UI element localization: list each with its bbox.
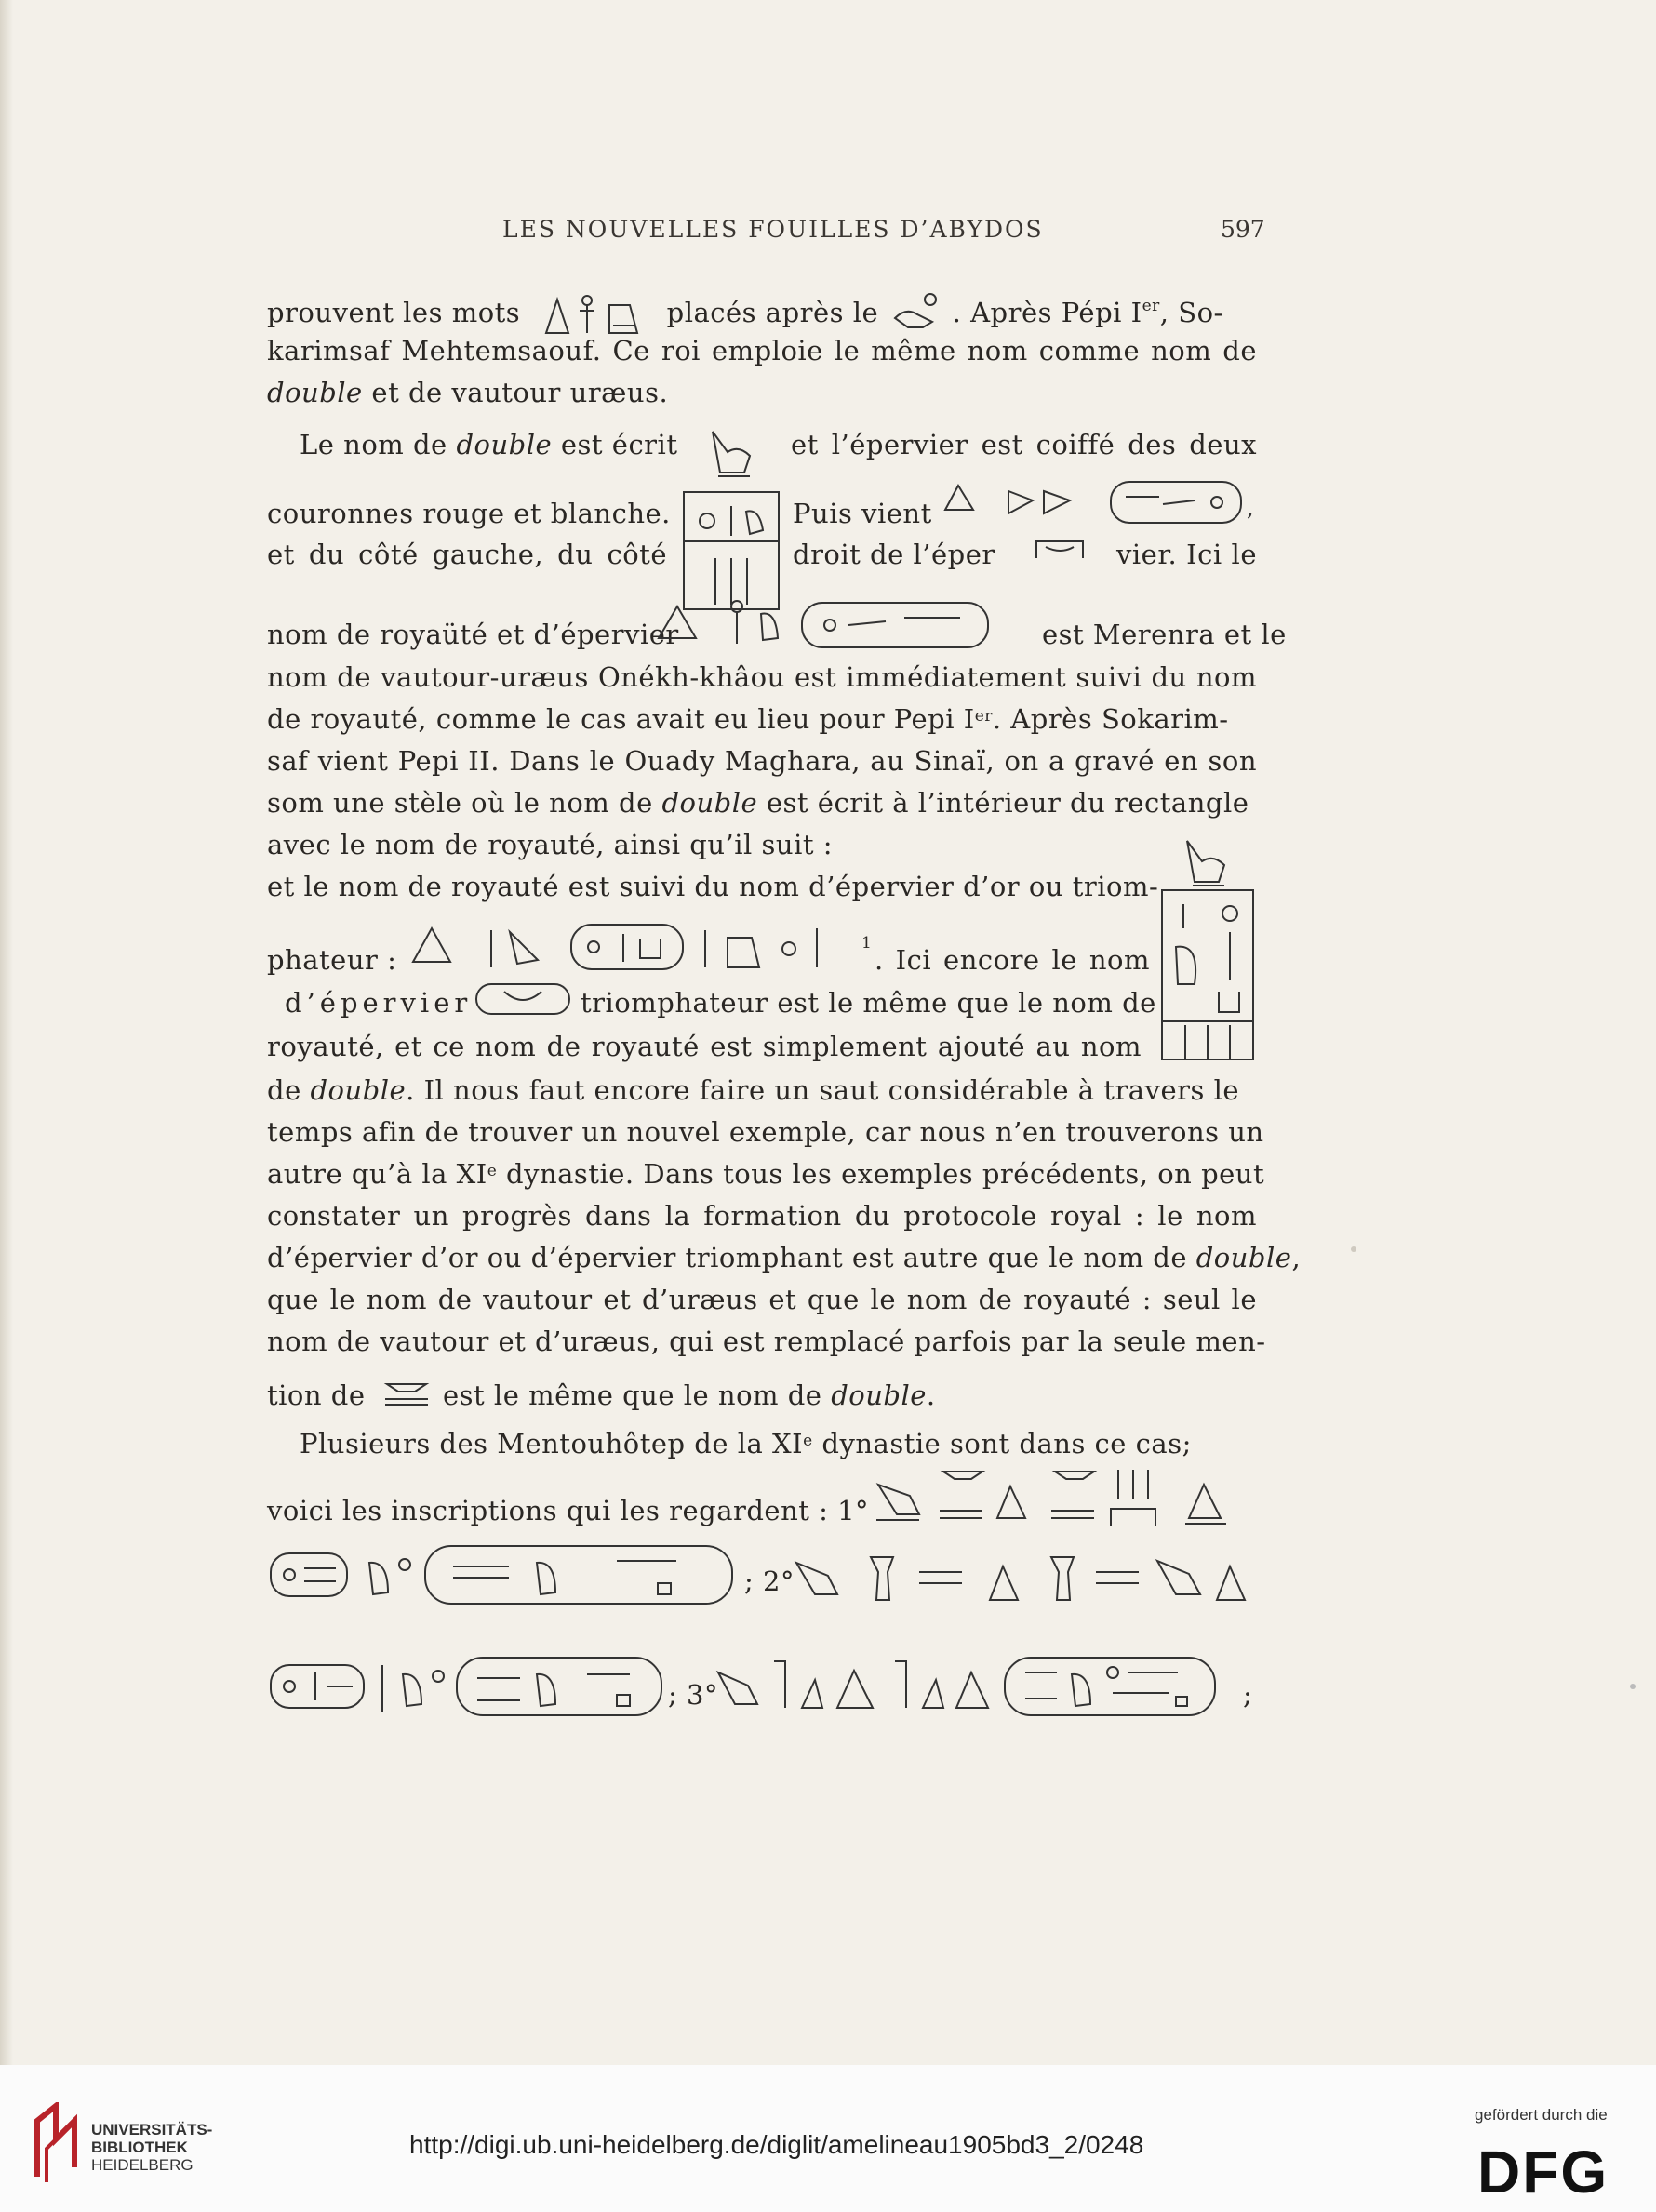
superscript: e [487, 1162, 498, 1180]
text-span: prouvent les mots [267, 297, 521, 328]
text-line: nom de vautour et d’uræus, qui est remplacé parfois par la seule men- [267, 1326, 1266, 1357]
library-line: UNIVERSITÄTS- [91, 2121, 213, 2139]
text-line: karimsaf Mehtemsaouf. Ce roi emploie le même nom comme nom de [267, 335, 1257, 366]
italic-span: double [661, 787, 758, 819]
text-span: d’épervier d’or ou d’épervier triomphant est autre que le nom de [267, 1242, 1196, 1273]
page-number: 597 [1221, 216, 1265, 243]
text-line: couronnes rouge et blanche. [267, 498, 671, 529]
text-span: est écrit [552, 429, 678, 460]
paper-speck [1351, 1246, 1356, 1252]
text-line: voici les inscriptions qui les regardent : 1° [267, 1495, 870, 1526]
funded-by-label: gefördert durch die [1475, 2106, 1608, 2124]
text-line: saf vient Pepi II. Dans le Ouady Maghara, au Sinaï, on a gravé en son [267, 745, 1257, 777]
dfg-logo: DFG [1477, 2139, 1609, 2205]
italic-span: double [831, 1379, 927, 1411]
hieroglyph-group-icon [542, 292, 645, 337]
text-span: . Après Sokarim- [992, 703, 1229, 735]
text-span: , [1291, 1242, 1302, 1273]
paper-speck [1630, 1684, 1636, 1689]
text-line: temps afin de trouver un nouvel exemple, car nous n’en trouverons un [267, 1116, 1264, 1148]
text-line: ; 3° [668, 1679, 718, 1711]
text-line: ; 2° [744, 1566, 795, 1597]
italic-span: double [1195, 1242, 1292, 1273]
text-span: de royauté, comme le cas avait eu lieu pour Pepi I [267, 703, 975, 735]
hieroglyph-cartouche-icon [653, 592, 1007, 653]
text-line: tion de [267, 1379, 366, 1411]
hieroglyph-cartouche-icon [267, 1652, 676, 1719]
text-span: dynastie. Dans tous les exemples précédents, on peut [497, 1158, 1265, 1190]
text-span: Le nom de [300, 429, 457, 460]
text-span: som une stèle où le nom de [267, 787, 662, 819]
hieroglyph-cartouche-icon [407, 912, 863, 977]
hieroglyph-cartouche-icon [940, 473, 1256, 528]
hieroglyph-group-icon [791, 1544, 1256, 1609]
text-line: avec le nom de royauté, ainsi qu’il suit : [267, 829, 833, 860]
text-line: triomphateur est le même que le nom de [581, 987, 1156, 1019]
text-span: , So- [1159, 297, 1223, 328]
hieroglyph-cartouche-icon [267, 1540, 741, 1609]
text-line [443, 1377, 1433, 1414]
text-span: est le même que le nom de [443, 1379, 832, 1411]
italic-span: double [310, 1074, 407, 1106]
text-line: est Merenra et le [1042, 619, 1287, 650]
hawk-hieroglyph-icon [700, 424, 765, 482]
text-line [267, 1155, 1265, 1193]
running-title: LES NOUVELLES FOUILLES D’ABYDOS [502, 216, 1044, 243]
text-line [267, 700, 1257, 738]
text-line: nom de royaüté et d’épervier [267, 619, 679, 650]
italic-span: double [456, 429, 553, 460]
text-line: nom de vautour-uræus Onékh-khâou est immédiatement suivi du nom [267, 661, 1257, 693]
text-span: autre qu’à la XI [267, 1158, 487, 1190]
text-line: que le nom de vautour et d’uræus et que le nom de royauté : seul le [267, 1284, 1257, 1315]
text-line: Puis vient [793, 498, 932, 529]
superscript: er [974, 707, 993, 726]
hieroglyph-lines-icon [381, 1377, 432, 1408]
text-line [267, 374, 1257, 411]
text-span: . Il nous faut encore faire un saut considérable à travers le [406, 1074, 1240, 1106]
text-line: et du côté gauche, du côté [267, 539, 667, 570]
text-span: Plusieurs des Mentouhôtep de la XI [300, 1428, 804, 1459]
text-line: royauté, et ce nom de royauté est simplement ajouté au nom [267, 1031, 1142, 1062]
text-span: de [267, 1074, 311, 1106]
italic-span: double [267, 377, 363, 408]
text-line: d’épervier [285, 987, 473, 1019]
text-line: constater un progrès dans la formation du protocole royal : le nom [267, 1200, 1257, 1232]
document-url-link[interactable]: http://digi.ub.uni-heidelberg.de/diglit/amelineau1905bd3_2/0248 [409, 2130, 1144, 2159]
hawk-hieroglyph-icon [1174, 833, 1239, 891]
page-edge-shadow [0, 0, 13, 2065]
text-span: et de vautour uræus. [362, 377, 669, 408]
text-span: . Après Pépi I [952, 297, 1142, 328]
footer-bar [0, 2065, 1656, 2212]
text-line: et l’épervier est coiffé des deux [791, 429, 1257, 460]
hieroglyph-cartouche-icon [713, 1652, 1239, 1719]
text-line [300, 1425, 1257, 1462]
svg-text:,: , [1247, 495, 1254, 521]
text-line: et le nom de royauté est suivi du nom d’épervier d’or ou triom- [267, 871, 1159, 902]
library-line: HEIDELBERG [91, 2156, 194, 2174]
text-span: est écrit à l’intérieur du rectangle [757, 787, 1249, 819]
text-line [267, 1072, 1257, 1109]
text-line [267, 1239, 1302, 1276]
superscript: e [803, 1432, 813, 1450]
superscript: 1 [861, 934, 872, 953]
text-span: placés après le [666, 297, 879, 328]
text-line: droit de l’éper [793, 539, 995, 570]
page-header [0, 216, 1656, 253]
text-span: dynastie sont dans ce cas; [812, 1428, 1192, 1459]
text-line: vier. Ici le [1116, 539, 1257, 570]
hieroglyph-group-icon [873, 1462, 1254, 1531]
library-line: BIBLIOTHEK [91, 2139, 188, 2156]
text-line: ; [1243, 1679, 1253, 1711]
text-span: . [926, 1379, 936, 1411]
text-line: phateur : [267, 944, 397, 976]
cartouche-icon [473, 980, 575, 1018]
text-line: . Ici encore le nom [875, 944, 1150, 976]
text-line [267, 784, 1257, 821]
superscript: er [1142, 297, 1160, 315]
sky-hieroglyph-icon [1033, 536, 1087, 564]
library-name [91, 2121, 212, 2174]
